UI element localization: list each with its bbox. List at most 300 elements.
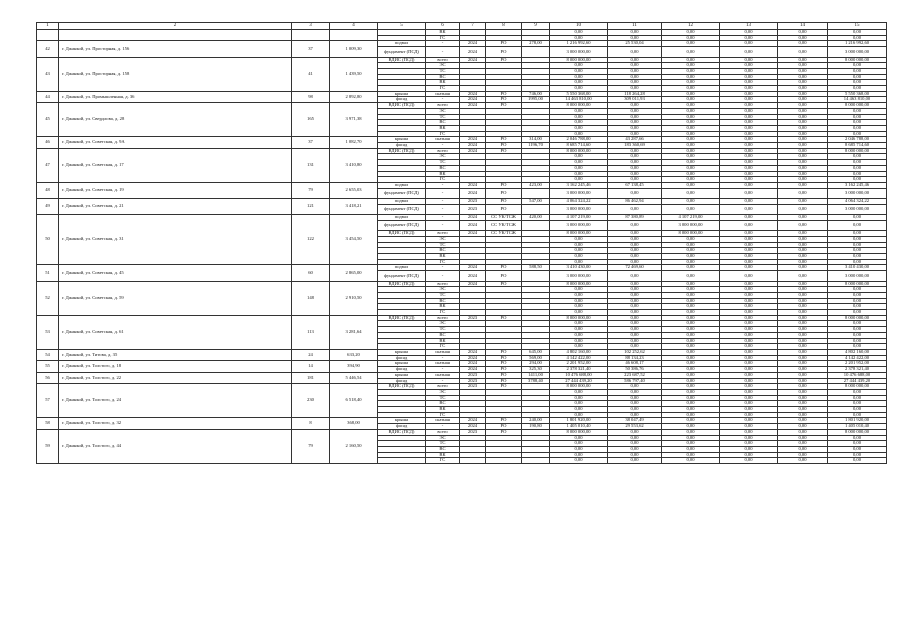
data-cell: фундамент (ПСД) xyxy=(378,220,426,230)
data-cell: 0,00 xyxy=(720,108,778,114)
data-cell: 0,00 xyxy=(720,429,778,435)
data-cell: 0,00 xyxy=(778,30,828,36)
data-cell: 8 000 000,00 xyxy=(828,281,887,287)
data-cell: ВК xyxy=(426,125,460,131)
row-number-cell: 59 xyxy=(37,429,59,463)
column-header: 3 xyxy=(292,23,330,30)
data-cell: 0,00 xyxy=(608,412,662,418)
data-cell: ВК xyxy=(426,304,460,310)
data-cell: 0,00 xyxy=(608,154,662,160)
data-cell: 0,00 xyxy=(608,395,662,401)
data-cell: 0,00 xyxy=(720,361,778,367)
data-cell: 8 000 000,00 xyxy=(828,57,887,63)
data-cell: 0,00 xyxy=(778,86,828,92)
data-cell: РО xyxy=(486,350,522,356)
data-cell: скатная xyxy=(426,372,460,378)
data-cell: ВДИС (ПСД) xyxy=(378,315,426,321)
data-cell: всего xyxy=(426,429,460,435)
data-cell: 72 469,60 xyxy=(608,265,662,271)
data-cell: ВК xyxy=(426,171,460,177)
data-cell: 0,00 xyxy=(550,236,608,242)
column-header: 8 xyxy=(486,23,522,30)
data-cell: крыша xyxy=(378,372,426,378)
data-cell: 3 410 430,00 xyxy=(828,265,887,271)
data-cell: 0,00 xyxy=(608,281,662,287)
data-cell: 0,00 xyxy=(608,315,662,321)
data-cell: 0,00 xyxy=(662,204,720,214)
data-cell: 0,00 xyxy=(662,63,720,69)
data-cell: 0,00 xyxy=(828,231,887,237)
data-cell: 0,00 xyxy=(828,160,887,166)
data-cell: 0,00 xyxy=(828,68,887,74)
data-cell: 240,00 xyxy=(522,418,550,424)
data-cell: 0,00 xyxy=(662,304,720,310)
data-cell: 1 216 992,60 xyxy=(550,41,608,47)
data-cell: 0,00 xyxy=(662,171,720,177)
data-cell xyxy=(522,188,550,198)
data-cell: СС УК/ТСЖ xyxy=(486,215,522,221)
area-cell: 3 410,80 xyxy=(330,148,378,182)
data-cell: 0,00 xyxy=(662,103,720,109)
data-cell: всего xyxy=(426,103,460,109)
data-cell: 0,00 xyxy=(608,441,662,447)
data-cell: 0,00 xyxy=(778,242,828,248)
data-cell: 0,00 xyxy=(662,188,720,198)
data-cell: 0,00 xyxy=(608,338,662,344)
data-cell: 0,00 xyxy=(662,143,720,149)
data-cell: 0,00 xyxy=(662,315,720,321)
data-cell: 309 011,93 xyxy=(608,97,662,103)
data-cell: 2024 xyxy=(460,215,486,221)
data-cell: 0,00 xyxy=(720,304,778,310)
data-cell: 0,00 xyxy=(778,108,828,114)
data-cell: 2023 xyxy=(460,315,486,321)
data-cell: 0,00 xyxy=(662,30,720,36)
data-cell: 8 000 000,00 xyxy=(550,57,608,63)
data-cell: 0,00 xyxy=(778,441,828,447)
data-cell: 2023 xyxy=(460,372,486,378)
data-cell: ВК xyxy=(426,452,460,458)
data-cell xyxy=(486,458,522,464)
data-cell: 0,00 xyxy=(550,321,608,327)
data-cell: 0,00 xyxy=(550,154,608,160)
area-cell: 394,90 xyxy=(330,361,378,372)
data-cell: подвал xyxy=(378,265,426,271)
data-cell: 0,00 xyxy=(828,389,887,395)
data-cell: 0,00 xyxy=(828,254,887,260)
data-cell: 2024 xyxy=(460,91,486,97)
data-cell: 294,00 xyxy=(522,361,550,367)
data-cell: 0,00 xyxy=(608,125,662,131)
data-cell: 2023 xyxy=(460,429,486,435)
data-cell: 0,00 xyxy=(550,332,608,338)
data-cell: 0,00 xyxy=(778,355,828,361)
data-cell: 0,00 xyxy=(662,80,720,86)
data-cell: 8 000 000,00 xyxy=(550,429,608,435)
column-3-cell xyxy=(292,30,330,41)
data-cell: 8 000 000,00 xyxy=(828,148,887,154)
address-cell xyxy=(59,30,292,41)
data-cell: 0,00 xyxy=(720,321,778,327)
data-cell: 29 553,62 xyxy=(608,424,662,430)
data-cell: 0,00 xyxy=(828,344,887,350)
data-cell: 0,00 xyxy=(608,384,662,390)
data-cell: 2023 xyxy=(460,378,486,384)
data-cell: крыша xyxy=(378,137,426,143)
data-cell: 0,00 xyxy=(550,254,608,260)
area-cell: 1 439,50 xyxy=(330,57,378,91)
address-cell: г. Джанкой, ул. Титова, д. 35 xyxy=(59,350,292,361)
data-cell: ТС xyxy=(426,114,460,120)
data-cell: 0,00 xyxy=(828,321,887,327)
data-cell: 3 410 430,00 xyxy=(550,265,608,271)
area-cell: 2 892,80 xyxy=(330,91,378,102)
data-cell: 2024 xyxy=(460,424,486,430)
data-cell: подвал xyxy=(378,182,426,188)
data-cell: 2024 xyxy=(460,231,486,237)
data-cell: 0,00 xyxy=(608,171,662,177)
data-cell: 0,00 xyxy=(720,401,778,407)
data-cell: ЭС xyxy=(426,236,460,242)
document-sheet xyxy=(36,22,886,464)
data-cell: 2024 xyxy=(460,188,486,198)
address-cell: г. Джанкой, ул. Советская, д. 59 xyxy=(59,281,292,315)
data-cell: ЭС xyxy=(426,63,460,69)
data-cell: 43 287,66 xyxy=(608,137,662,143)
data-cell: 0,00 xyxy=(662,350,720,356)
column-header: 11 xyxy=(608,23,662,30)
data-cell: 0,00 xyxy=(720,103,778,109)
data-cell: 0,00 xyxy=(778,367,828,373)
data-cell: 0,00 xyxy=(828,86,887,92)
data-cell: 1196,70 xyxy=(522,143,550,149)
data-cell: 0,00 xyxy=(778,327,828,333)
data-cell: 0,00 xyxy=(720,412,778,418)
data-cell: РО xyxy=(486,372,522,378)
data-cell: 0,00 xyxy=(778,372,828,378)
data-cell: ВДИС (ПСД) xyxy=(378,429,426,435)
column-3-cell: 122 xyxy=(292,215,330,265)
address-cell: г. Джанкой, ул. Советская, д. 31 xyxy=(59,215,292,265)
data-cell: 0,00 xyxy=(778,292,828,298)
data-cell: фасад xyxy=(378,97,426,103)
data-cell: 0,00 xyxy=(778,177,828,183)
data-cell: - xyxy=(426,355,460,361)
data-cell: 0,00 xyxy=(608,165,662,171)
data-cell: 3 162 245,46 xyxy=(828,182,887,188)
data-cell: 0,00 xyxy=(720,384,778,390)
row-number-cell: 48 xyxy=(37,182,59,198)
data-cell: 0,00 xyxy=(828,332,887,338)
data-cell: - xyxy=(426,188,460,198)
data-cell: 0,00 xyxy=(662,199,720,205)
data-cell: 0,00 xyxy=(662,57,720,63)
data-cell: 0,00 xyxy=(608,304,662,310)
data-cell: 0,00 xyxy=(662,259,720,265)
data-cell: 0,00 xyxy=(608,327,662,333)
data-cell: 67 138,45 xyxy=(608,182,662,188)
data-cell: 0,00 xyxy=(662,242,720,248)
data-cell: 0,00 xyxy=(720,344,778,350)
data-cell: 2024 xyxy=(460,271,486,281)
data-cell: 88 134,23 xyxy=(608,355,662,361)
data-cell: 0,00 xyxy=(720,446,778,452)
data-cell: 547,00 xyxy=(522,199,550,205)
data-cell: 0,00 xyxy=(828,310,887,316)
data-cell: - xyxy=(426,143,460,149)
data-cell: 0,00 xyxy=(828,177,887,183)
data-cell: 3 000 000,00 xyxy=(550,204,608,214)
data-cell: 0,00 xyxy=(608,103,662,109)
data-cell: 8 000 000,00 xyxy=(550,281,608,287)
data-cell: ЭС xyxy=(426,321,460,327)
data-cell: 0,00 xyxy=(550,458,608,464)
data-cell: 0,00 xyxy=(550,80,608,86)
data-cell: 0,00 xyxy=(608,74,662,80)
data-cell: 0,00 xyxy=(608,429,662,435)
data-cell: 0,00 xyxy=(778,204,828,214)
data-cell: 46 608,17 xyxy=(608,361,662,367)
data-cell: ВС xyxy=(426,74,460,80)
data-cell: 0,00 xyxy=(608,114,662,120)
data-cell: 0,00 xyxy=(720,30,778,36)
data-cell: 0,00 xyxy=(778,248,828,254)
data-cell: ГС xyxy=(426,344,460,350)
column-header: 15 xyxy=(828,23,887,30)
data-cell: 0,00 xyxy=(720,424,778,430)
row-number-cell: 43 xyxy=(37,57,59,91)
data-cell: 0,00 xyxy=(720,435,778,441)
data-cell: 746,00 xyxy=(522,91,550,97)
data-cell: РО xyxy=(486,367,522,373)
data-cell: 0,00 xyxy=(608,389,662,395)
data-cell: 0,00 xyxy=(778,171,828,177)
data-cell: 8 000 000,00 xyxy=(550,148,608,154)
data-cell: 2024 xyxy=(460,103,486,109)
address-cell: г. Джанкой, ул. Толстого, д. 44 xyxy=(59,429,292,463)
data-cell: 0,00 xyxy=(662,265,720,271)
data-cell: подвал xyxy=(378,199,426,205)
area-cell: 633,20 xyxy=(330,350,378,361)
data-cell: 4 107 219,00 xyxy=(550,215,608,221)
data-cell: 0,00 xyxy=(662,292,720,298)
data-cell: 0,00 xyxy=(550,160,608,166)
data-cell: 0,00 xyxy=(720,57,778,63)
column-3-cell: 37 xyxy=(292,41,330,57)
data-cell: 0,00 xyxy=(828,338,887,344)
data-cell: 1 216 992,60 xyxy=(828,41,887,47)
column-header: 7 xyxy=(460,23,486,30)
data-cell: 2 201 952,00 xyxy=(828,361,887,367)
data-cell: 0,00 xyxy=(778,350,828,356)
data-cell: 2024 xyxy=(460,97,486,103)
data-cell: 0,00 xyxy=(778,125,828,131)
data-cell: 0,00 xyxy=(608,452,662,458)
data-cell: 8 000 000,00 xyxy=(550,103,608,109)
data-cell: 0,00 xyxy=(828,298,887,304)
data-cell: 0,00 xyxy=(662,137,720,143)
data-cell: 0,00 xyxy=(828,259,887,265)
address-cell: г. Джанкой, ул. Советская, д. 19 xyxy=(59,182,292,198)
data-cell: РО xyxy=(486,97,522,103)
data-cell: 0,00 xyxy=(608,120,662,126)
data-cell: 2024 xyxy=(460,265,486,271)
data-cell: 0,00 xyxy=(778,412,828,418)
data-cell: 0,00 xyxy=(720,242,778,248)
address-cell: г. Джанкой, ул. Толстого, д. 24 xyxy=(59,384,292,418)
data-cell: 0,00 xyxy=(778,378,828,384)
data-cell: фундамент (ПСД) xyxy=(378,188,426,198)
data-cell: 0,00 xyxy=(778,182,828,188)
data-cell: 14 463 810,00 xyxy=(550,97,608,103)
data-cell: 0,00 xyxy=(720,350,778,356)
row-number-cell xyxy=(37,30,59,41)
data-cell xyxy=(522,458,550,464)
data-cell: ТС xyxy=(426,242,460,248)
data-cell: 0,00 xyxy=(828,401,887,407)
data-cell: 0,00 xyxy=(778,265,828,271)
data-cell: 10 476 688,00 xyxy=(828,372,887,378)
data-cell: 0,00 xyxy=(662,338,720,344)
data-cell: 0,00 xyxy=(828,165,887,171)
row-number-cell: 58 xyxy=(37,418,59,429)
data-cell: 0,00 xyxy=(662,429,720,435)
data-cell: РО xyxy=(486,424,522,430)
repair-program-table xyxy=(36,22,887,464)
data-cell: 0,00 xyxy=(662,310,720,316)
data-cell: СС УК/ТСЖ xyxy=(486,231,522,237)
data-cell: 0,00 xyxy=(720,254,778,260)
column-3-cell: 8 xyxy=(292,418,330,429)
data-cell: 0,00 xyxy=(828,63,887,69)
data-cell: 0,00 xyxy=(662,125,720,131)
data-cell: 2024 xyxy=(460,367,486,373)
data-cell: 10 476 688,00 xyxy=(550,372,608,378)
data-cell: 0,00 xyxy=(828,458,887,464)
data-cell: 2 378 321,40 xyxy=(550,367,608,373)
data-cell: 4 064 324,22 xyxy=(828,199,887,205)
data-cell: 0,00 xyxy=(662,327,720,333)
data-cell: 0,00 xyxy=(720,97,778,103)
data-cell: 8 000 000,00 xyxy=(662,231,720,237)
data-cell: РО xyxy=(486,182,522,188)
column-header: 6 xyxy=(426,23,460,30)
data-cell: 0,00 xyxy=(720,292,778,298)
data-cell: 3 000 000,00 xyxy=(550,220,608,230)
data-cell: 0,00 xyxy=(662,35,720,41)
data-cell: 0,00 xyxy=(828,35,887,41)
data-cell: 0,00 xyxy=(608,236,662,242)
data-cell: - xyxy=(426,265,460,271)
data-cell: 5 550 368,00 xyxy=(828,91,887,97)
data-cell: 0,00 xyxy=(608,188,662,198)
data-cell: 0,00 xyxy=(778,338,828,344)
column-header: 5 xyxy=(378,23,426,30)
data-cell: 0,00 xyxy=(828,108,887,114)
data-cell: 0,00 xyxy=(778,332,828,338)
data-cell: - xyxy=(426,97,460,103)
data-cell: 0,00 xyxy=(720,265,778,271)
data-cell: 0,00 xyxy=(828,215,887,221)
row-number-cell: 47 xyxy=(37,148,59,182)
data-cell: 0,00 xyxy=(662,367,720,373)
data-cell: 1 405 010,40 xyxy=(550,424,608,430)
data-cell: 0,00 xyxy=(828,242,887,248)
data-cell: 0,00 xyxy=(662,148,720,154)
data-cell: 2 201 952,00 xyxy=(550,361,608,367)
data-cell: ГС xyxy=(426,35,460,41)
data-cell: 1411,00 xyxy=(522,372,550,378)
data-cell: ГС xyxy=(426,458,460,464)
data-cell: 0,00 xyxy=(608,131,662,137)
data-cell: 0,00 xyxy=(550,177,608,183)
data-cell: 0,00 xyxy=(828,248,887,254)
data-cell: 0,00 xyxy=(662,160,720,166)
data-cell: 0,00 xyxy=(662,97,720,103)
data-cell: 0,00 xyxy=(608,248,662,254)
row-number-cell: 51 xyxy=(37,265,59,281)
data-cell: 0,00 xyxy=(662,298,720,304)
data-cell: 223 687,52 xyxy=(608,372,662,378)
data-cell: 0,00 xyxy=(720,271,778,281)
data-cell: 8 000 000,00 xyxy=(828,429,887,435)
data-cell: 8 685 714,60 xyxy=(550,143,608,149)
row-number-cell: 44 xyxy=(37,91,59,102)
table-body xyxy=(37,23,887,464)
column-3-cell: 37 xyxy=(292,137,330,148)
data-cell: 0,00 xyxy=(778,91,828,97)
data-cell: 0,00 xyxy=(828,120,887,126)
data-cell: 278,00 xyxy=(522,41,550,47)
data-cell: 2 378 321,40 xyxy=(828,367,887,373)
data-cell: 0,00 xyxy=(662,41,720,47)
data-cell: 0,00 xyxy=(720,47,778,57)
data-cell: 0,00 xyxy=(778,199,828,205)
data-cell: 3 162 245,46 xyxy=(550,182,608,188)
data-cell: 0,00 xyxy=(608,407,662,413)
data-cell: 0,00 xyxy=(720,188,778,198)
data-cell: ТС xyxy=(426,327,460,333)
data-cell: скатная xyxy=(426,91,460,97)
data-cell: 0,00 xyxy=(608,321,662,327)
data-cell: 0,00 xyxy=(662,355,720,361)
address-cell: г. Джанкой, ул. Толстого, д. 18 xyxy=(59,361,292,372)
data-cell: 0,00 xyxy=(608,80,662,86)
data-cell: 0,00 xyxy=(778,281,828,287)
data-cell: 0,00 xyxy=(550,74,608,80)
data-cell: 0,00 xyxy=(608,108,662,114)
data-cell: 0,00 xyxy=(662,407,720,413)
data-cell: 0,00 xyxy=(720,114,778,120)
data-cell: 0,00 xyxy=(662,395,720,401)
data-cell xyxy=(522,204,550,214)
data-cell: 0,00 xyxy=(778,131,828,137)
data-cell: ВС xyxy=(426,332,460,338)
address-cell: г. Джанкой, ул. Советская, д. 17 xyxy=(59,148,292,182)
data-cell: 2024 xyxy=(460,143,486,149)
data-cell: - xyxy=(426,367,460,373)
data-cell: 0,00 xyxy=(828,80,887,86)
data-cell: 0,00 xyxy=(778,74,828,80)
data-cell: РО xyxy=(486,91,522,97)
data-cell: - xyxy=(426,204,460,214)
data-cell: 8 000 000,00 xyxy=(828,384,887,390)
area-cell: 2 910,50 xyxy=(330,281,378,315)
data-cell: 0,00 xyxy=(550,452,608,458)
data-cell: ВДИС (ПСД) xyxy=(378,384,426,390)
data-cell: 0,00 xyxy=(662,154,720,160)
data-cell: 569,00 xyxy=(522,355,550,361)
